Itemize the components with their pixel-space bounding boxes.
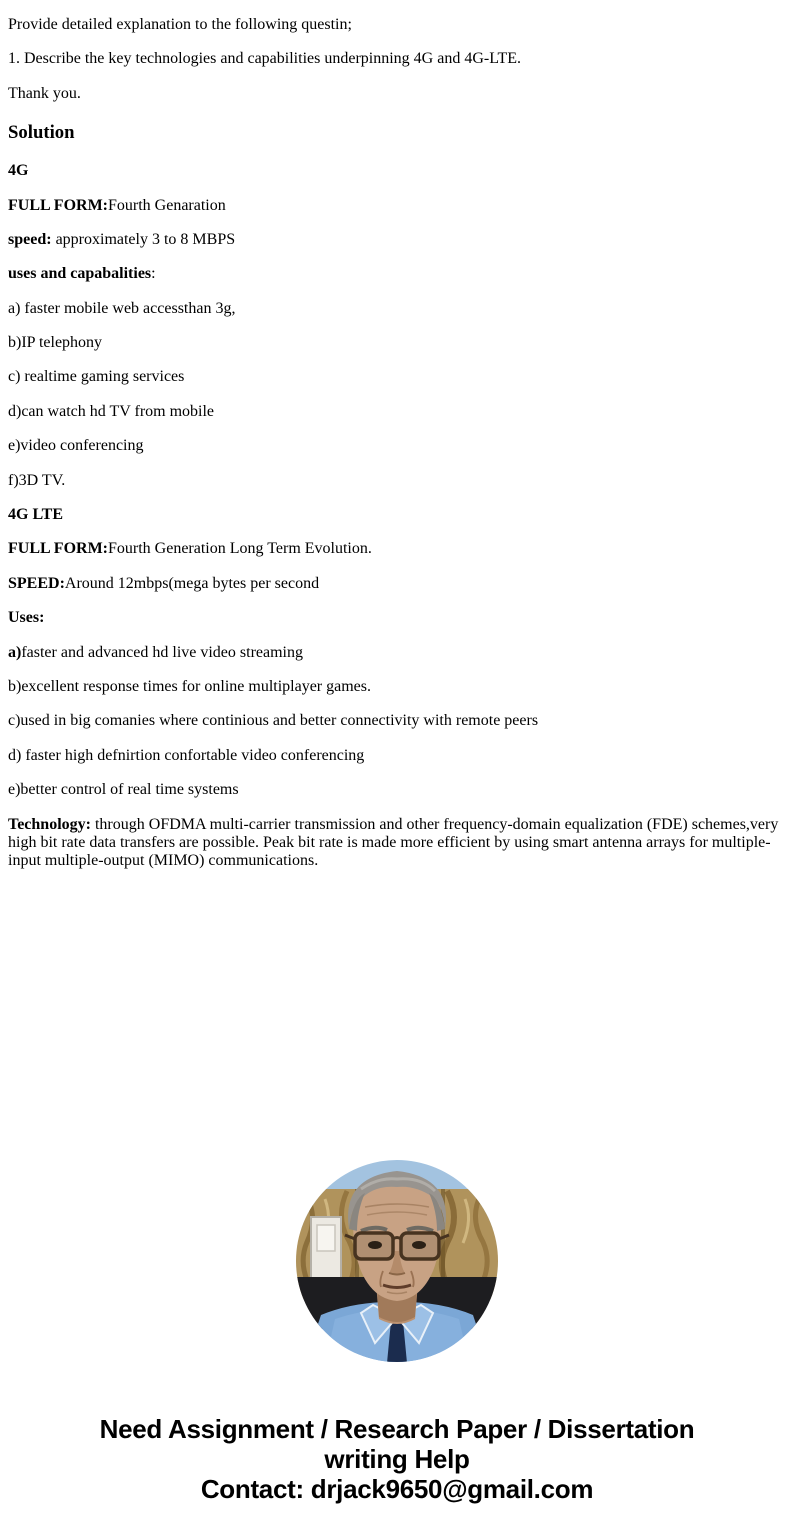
lte-use-item-a <box>8 644 786 662</box>
g4-uses-label: uses and capabalities <box>8 265 152 283</box>
lte-full-form-value: Fourth Generation Long Term Evolution. <box>108 540 372 558</box>
intro-question: 1. Describe the key technologies and capabilities underpinning 4G and 4G-LTE. <box>8 50 522 68</box>
g4-title <box>8 162 786 180</box>
g4-full-form-value: Fourth Genaration <box>108 196 226 214</box>
document-body <box>8 16 786 871</box>
lte-full-form-label: FULL FORM: <box>8 540 108 558</box>
lte-use-item-d: d) faster high defnirtion confortable video conferencing <box>8 746 365 764</box>
g4-use-item-d: d)can watch hd TV from mobile <box>8 402 215 420</box>
lte-speed-label: SPEED: <box>8 574 65 592</box>
g4-use-item-c: c) realtime gaming services <box>8 368 185 386</box>
lte-use-item-c: c)used in big comanies where continious and better connectivity with remote peers <box>8 712 539 730</box>
g4-use-item-a: a) faster mobile web accessthan 3g, <box>8 299 236 317</box>
g4-speed-value: approximately 3 to 8 MBPS <box>51 230 236 248</box>
lte-use-item-b: b)excellent response times for online multiplayer games. <box>8 677 371 695</box>
lte-title-text: 4G LTE <box>8 506 63 524</box>
lte-uses-label: Uses: <box>8 609 45 627</box>
lte-use-item-a-bold: a) <box>8 643 22 661</box>
lte-use-item-a-text: faster and advanced hd live video streaming <box>21 643 303 661</box>
lte-speed-value: Around 12mbps(mega bytes per second <box>64 574 320 592</box>
g4-use-item-b: b)IP telephony <box>8 334 103 352</box>
g4-uses-heading <box>8 265 786 283</box>
g4-use-item-f: f)3D TV. <box>8 471 66 489</box>
document-page <box>8 16 786 1504</box>
intro-line-1: Provide detailed explanation to the following questin; <box>8 16 352 33</box>
footer-contact-email: Contact: drjack9650@gmail.com <box>200 1473 594 1504</box>
person-photo-icon <box>295 1159 499 1363</box>
technology-text: through OFDMA multi-carrier transmission and other frequency-domain equalization (FDE) schemes,very high bit rate data transfers are possible. Peak bit rate is made more efficient by using smart antenna arrays for multiple-input multiple-output (MIMO) communications. <box>8 815 779 870</box>
lte-speed <box>8 575 786 593</box>
tutor-avatar <box>295 1159 499 1363</box>
g4-title-text: 4G <box>8 162 29 180</box>
g4-speed-label: speed: <box>8 230 52 248</box>
g4-use-item-e: e)video conferencing <box>8 437 144 455</box>
footer-banner <box>8 1414 786 1504</box>
lte-uses-heading <box>8 609 786 627</box>
lte-full-form <box>8 540 786 558</box>
technology-paragraph <box>8 816 786 871</box>
lte-use-item-e: e)better control of real time systems <box>8 781 239 799</box>
footer-line-2: writing Help <box>324 1443 470 1474</box>
lte-title <box>8 506 786 524</box>
g4-full-form <box>8 197 786 215</box>
g4-full-form-label: FULL FORM: <box>8 196 108 214</box>
technology-label: Technology: <box>8 815 91 833</box>
g4-uses-colon: : <box>151 265 156 283</box>
g4-speed <box>8 231 786 249</box>
footer-line-1: Need Assignment / Research Paper / Dissertation <box>99 1413 695 1444</box>
solution-heading: Solution <box>8 121 75 143</box>
intro-thanks: Thank you. <box>8 84 81 102</box>
